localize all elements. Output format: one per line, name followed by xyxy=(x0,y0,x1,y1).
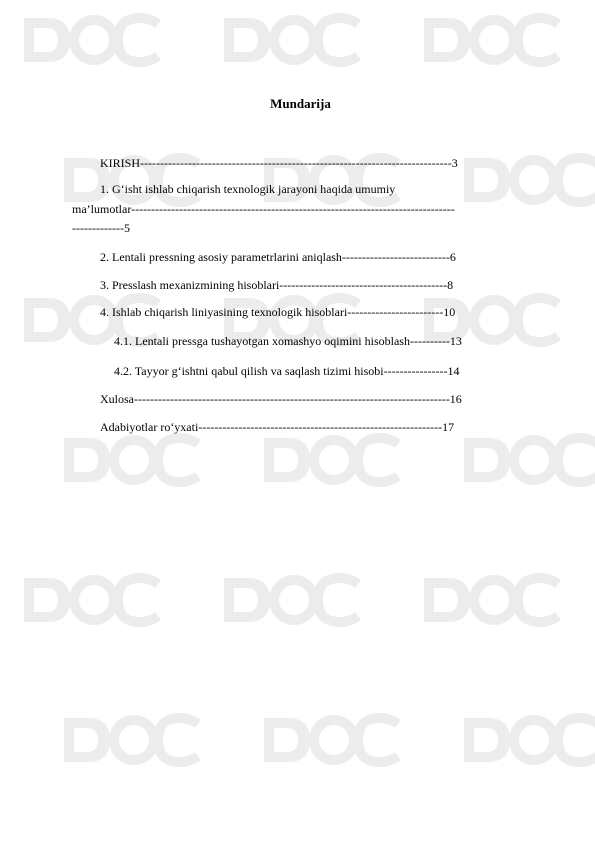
toc-item-1-line-1: 1. G‘isht ishlab chiqarish texnologik jarayoni haqida umumiy xyxy=(100,182,396,196)
toc-item-3: 3. Presslash mexanizmining hisoblari------------------------------------------8 xyxy=(100,278,454,292)
toc-item-4-2: 4.2. Tayyor g‘ishtni qabul qilish va saqlash tizimi hisobi----------------14 xyxy=(114,364,460,378)
watermark-logo-icon xyxy=(418,10,568,70)
toc-item-2: 2. Lentali pressning asosiy parametrlarini aniqlash---------------------------6 xyxy=(100,250,456,264)
watermark-logo-icon xyxy=(58,430,208,490)
watermark-logo-icon xyxy=(458,710,595,770)
watermark-logo-icon xyxy=(458,150,595,210)
watermark-logo-icon xyxy=(18,10,168,70)
watermark-logo-icon xyxy=(418,570,568,630)
toc-item-4-1: 4.1. Lentali pressga tushayotgan xomashyo oqimini hisoblash----------13 xyxy=(114,334,462,348)
toc-item-4: 4. Ishlab chiqarish liniyasining texnologik hisoblari------------------------10 xyxy=(100,305,456,319)
watermark-logo-icon xyxy=(218,10,368,70)
toc-item-kirish: KIRISH------------------------------------------------------------------------------3 xyxy=(100,156,458,170)
toc-item-1-line-3: -------------5 xyxy=(72,221,130,235)
watermark-logo-icon xyxy=(258,430,408,490)
toc-item-1-line-2: ma’lumotlar--------------------------------------------------------------------------------- xyxy=(72,202,455,216)
watermark-logo-icon xyxy=(258,710,408,770)
toc-item-xulosa: Xulosa-------------------------------------------------------------------------------16 xyxy=(100,392,462,406)
watermark-logo-icon xyxy=(458,430,595,490)
watermark-logo-icon xyxy=(218,570,368,630)
watermark-logo-icon xyxy=(18,570,168,630)
page-title: Mundarija xyxy=(270,96,331,111)
watermark-logo-icon xyxy=(58,710,208,770)
toc-item-adabiyotlar: Adabiyotlar ro‘yxati-------------------------------------------------------------17 xyxy=(100,420,455,434)
